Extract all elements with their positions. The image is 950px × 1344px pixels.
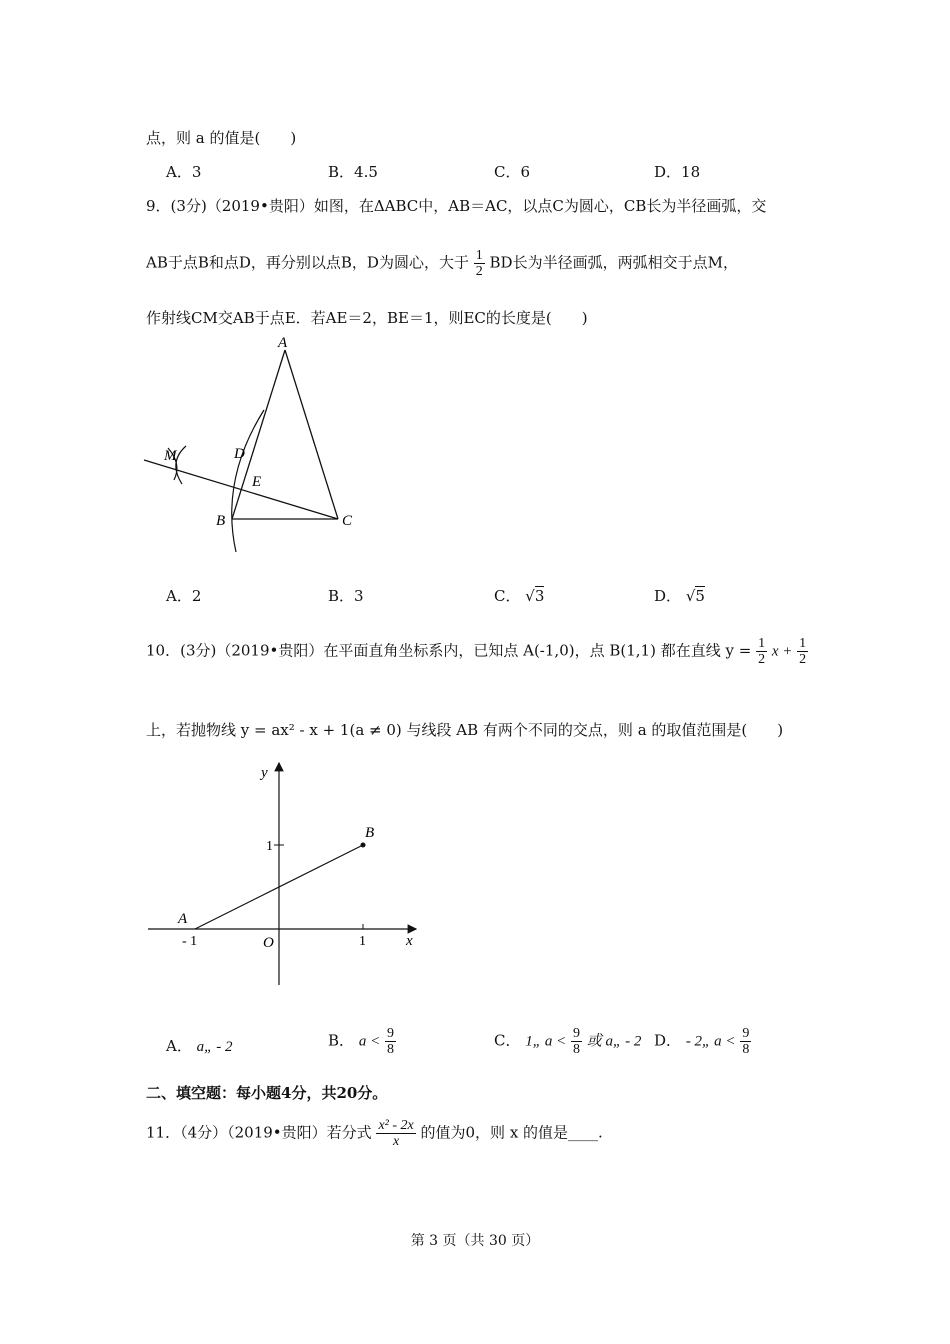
q10-label-y-one: 1 [266,839,273,854]
q10-option-d-fraction [740,1026,751,1057]
q10-option-c-post: 或 a„ - 2 [586,1033,642,1050]
q9-option-d[interactable] [654,585,705,606]
q8-option-d[interactable]: D．18 [654,163,701,181]
q10-option-d-den: 8 [742,1042,750,1057]
q8-option-c[interactable]: C．6 [494,163,531,181]
q10-option-b-fraction [385,1026,396,1057]
q9-line2-a: AB于点B和点D，再分别以点B，D为圆心，大于 [146,253,469,272]
q11-fraction-den: x [392,1134,400,1149]
q10-coordinate-figure [140,755,430,995]
page-footer: 第 3 页（共 30 页） [410,1233,540,1249]
q10-line1-mid: x + [771,643,793,660]
q8-option-a[interactable]: A．3 [166,163,202,181]
q10-option-b-num: 9 [386,1026,394,1041]
q9-label-a: A [278,335,288,351]
q9-arc-m1 [176,446,186,484]
q10-point-b [361,843,366,848]
q9-line1: 9．(3分)（2019•贵阳）如图，在ΔABC中，AB＝AC，以点C为圆心，CB长为半径画弧，交 [146,197,767,215]
q9-label-c: C [342,513,353,529]
q9-line3: 作射线CM交AB于点E．若AE＝2，BE＝1，则EC的长度是( ) [146,309,588,327]
q10-option-b-letter: B． [328,1031,355,1050]
q9-option-a-letter: A． [166,587,192,605]
q10-fraction-2-num: 1 [799,636,807,651]
q10-label-x: x [406,933,413,949]
q11-fraction-num: x² - 2x [378,1118,414,1133]
section-2-title: 二、填空题：每小题4分，共20分。 [146,1084,388,1102]
q9-label-m: M [164,448,177,464]
q9-option-b-letter: B． [328,587,355,605]
q10-line1-a: 10．(3分)（2019•贵阳）在平面直角坐标系内，已知点 A(-1,0)，点 B(1,1) 都在直线 y = [146,641,752,660]
q10-fraction-1-num: 1 [758,636,766,651]
q9-option-d-letter: D． [654,587,682,605]
q9-option-c-value: 3 [534,587,545,605]
q10-fraction-2 [797,636,808,667]
q10-option-c-expr: 1„ a < [525,1033,567,1050]
q9-ray-cm [144,460,338,519]
q11-fraction [376,1118,415,1149]
q10-label-b: B [365,825,375,841]
q9-option-b[interactable] [328,585,364,606]
q10-line1 [146,636,808,667]
q10-option-c-den: 8 [573,1042,581,1057]
q10-option-a-expr: a„ - 2 [196,1039,233,1055]
q10-option-b[interactable] [328,1026,396,1057]
q9-fraction-num: 1 [475,248,483,263]
q10-option-c[interactable] [494,1026,641,1057]
q11-line [146,1118,603,1149]
q9-line2-b: BD长为半径画弧，两弧相交于点M， [489,253,738,272]
q9-label-d: D [234,446,245,462]
sqrt-icon: √ [525,587,535,605]
q10-fraction-1 [756,636,767,667]
q10-option-a[interactable] [166,1035,232,1056]
q10-label-o: O [263,935,274,951]
q8-option-b[interactable]: B．4.5 [328,163,378,181]
q9-label-b: B [216,513,226,529]
q10-option-d-expr: - 2„ a < [685,1033,736,1050]
q9-option-d-value: 5 [695,587,705,605]
q10-line2: 上，若抛物线 y = ax² - x + 1(a ≠ 0) 与线段 AB 有两个不同的交点，则 a 的取值范围是( ) [146,721,784,739]
q10-label-x-one: 1 [359,934,366,949]
q10-option-a-letter: A． [166,1037,192,1055]
q11-text-b: 的值为0，则 x 的值是____. [420,1123,603,1142]
q10-option-c-letter: C． [494,1031,521,1050]
q9-option-b-value: 3 [354,587,364,605]
q10-fraction-1-den: 2 [758,652,766,667]
q9-label-e: E [252,474,262,490]
q9-side-ab [232,350,285,519]
sqrt-icon: √ [685,587,696,605]
q9-fraction [474,248,485,279]
q10-option-b-den: 8 [386,1042,394,1057]
q10-option-c-num: 9 [573,1026,581,1041]
q9-option-c-letter: C． [494,587,521,605]
q8-tail: 点，则 a 的值是( ) [146,129,297,147]
q9-fraction-den: 2 [475,264,483,279]
q9-line2 [146,248,738,279]
q10-option-d[interactable] [654,1026,751,1057]
q10-option-d-num: 9 [742,1026,750,1041]
q10-label-y: y [261,765,268,781]
q9-triangle-figure [140,330,370,560]
q10-fraction-2-den: 2 [799,652,807,667]
q10-option-c-fraction [571,1026,582,1057]
q11-text-a: 11．（4分）（2019•贵阳）若分式 [146,1123,372,1142]
q10-label-a: A [178,911,188,927]
q10-option-b-expr: a < [358,1033,381,1050]
q10-label-neg-one: - 1 [182,934,198,949]
q9-option-a[interactable] [166,585,201,606]
q9-option-a-value: 2 [191,587,202,605]
q10-option-d-letter: D． [654,1031,682,1050]
q9-option-c[interactable] [494,585,544,606]
q9-side-ac [285,350,338,519]
